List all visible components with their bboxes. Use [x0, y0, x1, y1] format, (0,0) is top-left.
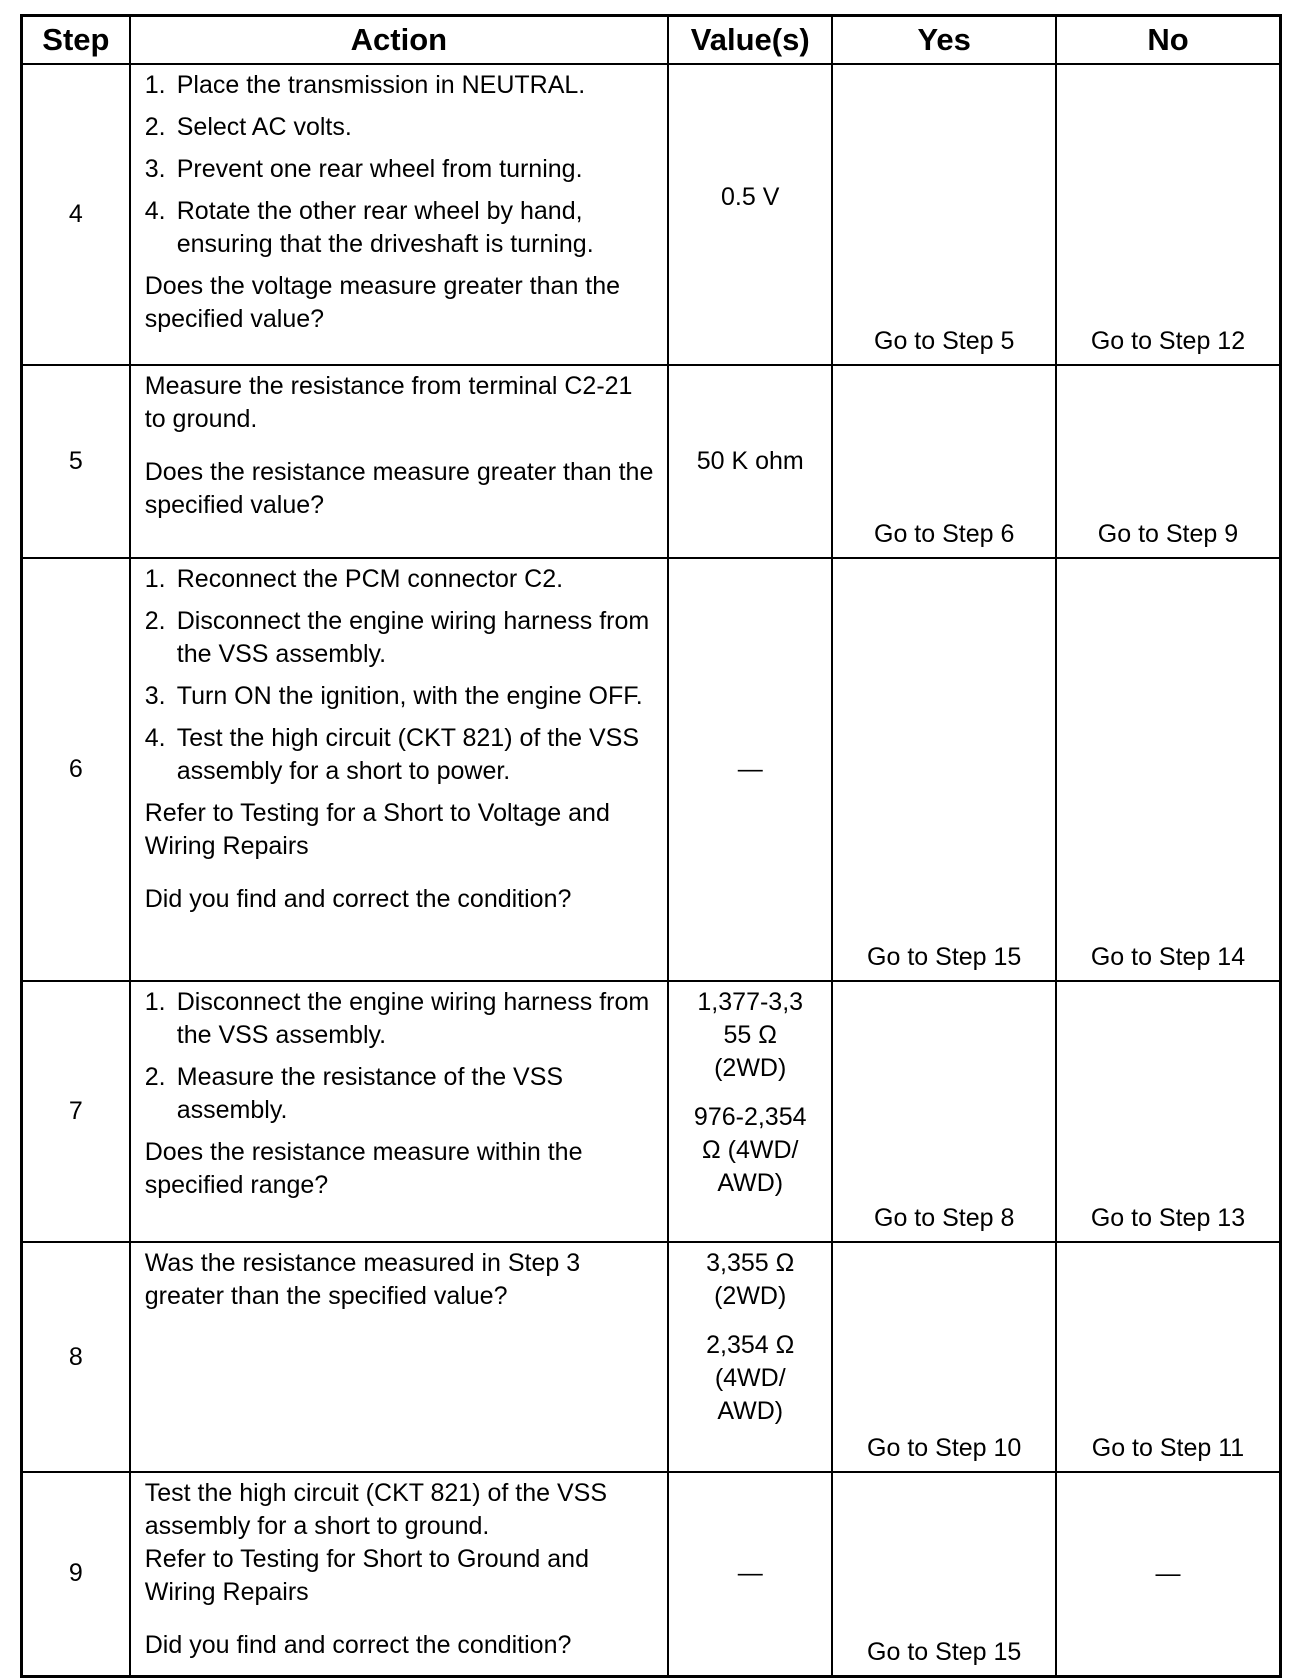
value-line: 1,377-3,3 — [697, 988, 804, 1016]
value-text: — — [737, 1559, 763, 1588]
yes-cell — [832, 1472, 1056, 1676]
action-item: 4. Rotate the other rear wheel by hand, ensuring that the driveshaft is turning. — [144, 197, 594, 258]
diagnostic-table — [20, 14, 1282, 1678]
action-cell — [130, 981, 668, 1242]
yes-cell — [832, 1242, 1056, 1472]
action-refer[interactable]: Refer to Testing for Short to Ground and Wiring Repairs — [144, 1545, 589, 1606]
action-question: Did you find and correct the condition? — [144, 1631, 572, 1659]
header-values: Value(s) — [668, 16, 832, 65]
yes-link[interactable]: Go to Step 15 — [867, 943, 1022, 971]
action-cell — [130, 1472, 668, 1676]
yes-link[interactable]: Go to Step 15 — [867, 1637, 1022, 1666]
no-cell — [1056, 64, 1281, 365]
value-line: 2,354 Ω — [706, 1331, 795, 1359]
step-number: 8 — [22, 1242, 130, 1472]
value-line: 55 Ω — [723, 1021, 777, 1049]
action-text: Test the high circuit (CKT 821) of the VSS assembly for a short to ground. — [144, 1479, 608, 1540]
yes-link[interactable]: Go to Step 10 — [867, 1434, 1022, 1462]
table-row — [22, 1472, 1281, 1676]
table-row — [22, 981, 1281, 1242]
action-item: 2. Disconnect the engine wiring harness from the VSS assembly. — [144, 607, 650, 668]
table-row — [22, 365, 1281, 558]
value-line: (2WD) — [714, 1282, 787, 1310]
action-item: 1. Disconnect the engine wiring harness from the VSS assembly. — [144, 988, 650, 1049]
value-line: AWD) — [717, 1397, 784, 1425]
no-dash: — — [1155, 1559, 1181, 1588]
yes-link[interactable]: Go to Step 5 — [874, 327, 1015, 355]
no-cell — [1056, 1472, 1281, 1676]
no-link[interactable]: Go to Step 14 — [1090, 943, 1246, 971]
value-line: Ω (4WD/ — [701, 1136, 799, 1164]
value-text: 50 K ohm — [696, 447, 804, 475]
step-number: 4 — [22, 64, 130, 365]
action-question: Does the resistance measure greater than the specified value? — [144, 458, 654, 519]
action-question: Does the voltage measure greater than the specified value? — [144, 272, 621, 333]
no-cell — [1056, 558, 1281, 981]
action-cell — [130, 1242, 668, 1472]
no-link[interactable]: Go to Step 12 — [1090, 327, 1246, 355]
action-item: 2. Select AC volts. — [144, 113, 352, 141]
value-cell — [668, 64, 832, 365]
header-step: Step — [22, 16, 130, 65]
yes-cell — [832, 558, 1056, 981]
action-item: 1. Reconnect the PCM connector C2. — [144, 565, 564, 593]
yes-link[interactable]: Go to Step 8 — [874, 1204, 1015, 1232]
step-number: 7 — [22, 981, 130, 1242]
value-cell — [668, 365, 832, 558]
action-refer[interactable]: Refer to Testing for a Short to Voltage and Wiring Repairs — [144, 799, 610, 860]
no-link[interactable]: Go to Step 9 — [1097, 520, 1239, 548]
header-row — [22, 16, 1281, 65]
action-item: 3. Turn ON the ignition, with the engine OFF. — [144, 682, 643, 710]
action-item: 4. Test the high circuit (CKT 821) of the VSS assembly for a short to power. — [144, 724, 640, 785]
yes-cell — [832, 64, 1056, 365]
action-text: Measure the resistance from terminal C2-21 to ground. — [144, 372, 633, 433]
action-question: Was the resistance measured in Step 3 greater than the specified value? — [144, 1249, 581, 1310]
no-link[interactable]: Go to Step 11 — [1091, 1434, 1245, 1462]
value-line: AWD) — [717, 1169, 784, 1197]
value-line: 976-2,354 — [693, 1103, 807, 1131]
action-item: 1. Place the transmission in NEUTRAL. — [144, 71, 586, 99]
value-cell — [668, 1472, 832, 1676]
action-cell — [130, 558, 668, 981]
yes-cell — [832, 981, 1056, 1242]
step-number: 9 — [22, 1472, 130, 1676]
header-yes: Yes — [832, 16, 1056, 65]
action-cell — [130, 64, 668, 365]
action-question: Did you find and correct the condition? — [144, 885, 572, 913]
action-question: Does the resistance measure within the specified range? — [144, 1138, 583, 1199]
value-line: 3,355 Ω — [706, 1249, 795, 1277]
action-cell — [130, 365, 668, 558]
header-no: No — [1056, 16, 1281, 65]
step-number: 6 — [22, 558, 130, 981]
value-text: 0.5 V — [721, 183, 780, 211]
header-action: Action — [130, 16, 668, 65]
action-item: 3. Prevent one rear wheel from turning. — [144, 155, 583, 183]
no-link[interactable]: Go to Step 13 — [1090, 1204, 1246, 1232]
no-cell — [1056, 1242, 1281, 1472]
table-row — [22, 1242, 1281, 1472]
value-cell — [668, 1242, 832, 1472]
value-text: — — [737, 755, 763, 783]
value-cell — [668, 981, 832, 1242]
value-line: (2WD) — [714, 1054, 787, 1082]
yes-cell — [832, 365, 1056, 558]
step-number: 5 — [22, 365, 130, 558]
table-row — [22, 64, 1281, 365]
no-cell — [1056, 365, 1281, 558]
no-cell — [1056, 981, 1281, 1242]
yes-link[interactable]: Go to Step 6 — [874, 520, 1015, 548]
value-cell — [668, 558, 832, 981]
value-line: (4WD/ — [714, 1364, 786, 1392]
table-row — [22, 558, 1281, 981]
action-item: 2. Measure the resistance of the VSS assembly. — [144, 1063, 564, 1124]
